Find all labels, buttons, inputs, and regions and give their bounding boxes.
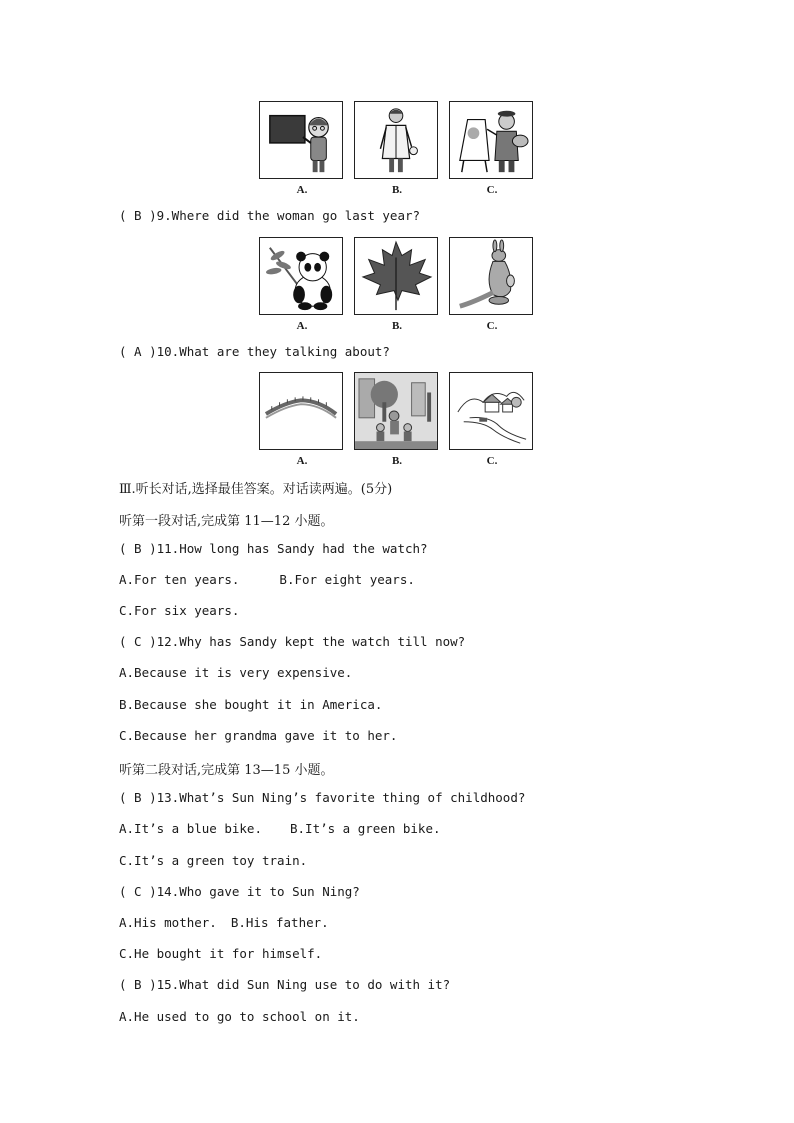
picture-row-q8 (259, 101, 535, 196)
question-14-options-row (119, 915, 329, 930)
question-12-option-b: B.Because she bought it in America. (119, 697, 383, 712)
question-12: ( C )12.Why has Sandy kept the watch till now? (119, 634, 466, 649)
question-15-option-a: A.He used to go to school on it. (119, 1009, 360, 1024)
dialogue-1-instruction: 听第一段对话,完成第 11—12 小题。 (119, 514, 334, 529)
question-11: ( B )11.How long has Sandy had the watch? (119, 541, 428, 556)
question-10: ( A )10.What are they talking about? (119, 344, 390, 359)
option-label-a: A. (296, 455, 308, 467)
option-label-c: C. (486, 320, 498, 332)
question-14: ( C )14.Who gave it to Sun Ning? (119, 884, 360, 899)
question-13-option-c: C.It’s a green toy train. (119, 853, 308, 868)
question-13-option-a: A.It’s a blue bike. (119, 821, 262, 836)
maple-leaf-picture (354, 237, 438, 315)
option-label-b: B. (391, 184, 403, 196)
village-scene-picture (449, 372, 533, 450)
question-11-options-row (119, 572, 415, 587)
kangaroo-picture (449, 237, 533, 315)
question-15: ( B )15.What did Sun Ning use to do with it? (119, 977, 451, 992)
question-12-option-c: C.Because her grandma gave it to her. (119, 728, 398, 743)
section-3-heading: Ⅲ.听长对话,选择最佳答案。对话读两遍。(5分) (119, 482, 393, 497)
option-label-a: A. (296, 320, 308, 332)
painter-picture (449, 101, 533, 179)
question-9: ( B )9.Where did the woman go last year? (119, 208, 421, 223)
picture-row-q9 (259, 237, 535, 332)
great-wall-picture (259, 372, 343, 450)
option-label-a: A. (296, 184, 308, 196)
doctor-picture (354, 101, 438, 179)
picture-row-q10 (259, 372, 535, 467)
question-14-option-a: A.His mother. (119, 915, 217, 930)
question-13: ( B )13.What’s Sun Ning’s favorite thing of childhood? (119, 790, 526, 805)
question-11-option-a: A.For ten years. (119, 572, 240, 587)
city-scene-picture (354, 372, 438, 450)
teacher-picture (259, 101, 343, 179)
question-11-option-b: B.For eight years. (279, 572, 415, 587)
dialogue-2-instruction: 听第二段对话,完成第 13—15 小题。 (119, 763, 334, 778)
option-label-b: B. (391, 320, 403, 332)
question-13-options-row (119, 821, 441, 836)
question-11-option-c: C.For six years. (119, 603, 240, 618)
option-label-c: C. (486, 184, 498, 196)
question-12-option-a: A.Because it is very expensive. (119, 665, 353, 680)
question-14-option-c: C.He bought it for himself. (119, 946, 323, 961)
question-14-option-b: B.His father. (230, 915, 329, 930)
question-13-option-b: B.It’s a green bike. (290, 821, 441, 836)
option-label-b: B. (391, 455, 403, 467)
panda-picture (259, 237, 343, 315)
option-label-c: C. (486, 455, 498, 467)
